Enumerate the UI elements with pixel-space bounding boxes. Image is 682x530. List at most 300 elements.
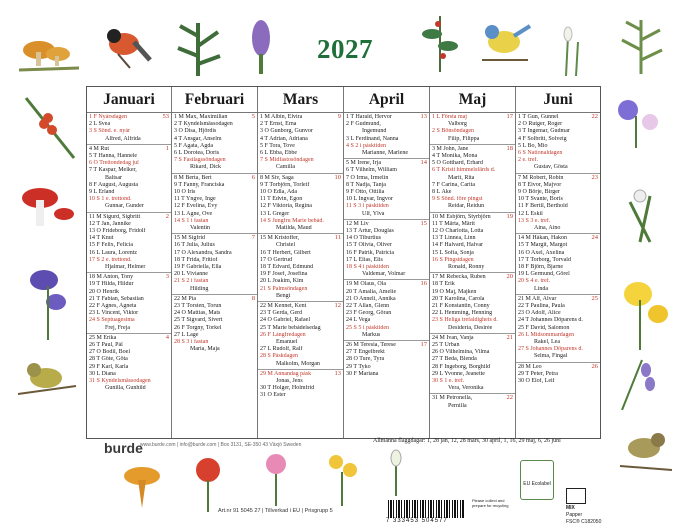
day-entry: 18 M Anton, Tony: [89, 274, 134, 281]
day-entry: 23 F Georg, Göran: [346, 310, 392, 317]
week-number: 25: [591, 294, 598, 302]
day-entry: 30 S 1 e. tref.: [432, 378, 465, 384]
day-entry: 9 S Sönd. före pingst: [432, 196, 483, 203]
day-entry: 19 L Germund, Görel: [518, 271, 570, 278]
week-number: 10: [334, 173, 341, 181]
day-entry: Baltsar: [105, 174, 122, 181]
week-number: 8: [251, 294, 255, 302]
day-entry: 11 T Märta, Märit: [432, 220, 475, 227]
day-entry: 20 T Karolina, Carola: [432, 295, 485, 302]
day-entry: 11 S 3 i påsktiden: [346, 203, 389, 210]
day-entry: 14 O Tiburtius: [346, 235, 382, 242]
day-entry: 28 T Göte, Göta: [89, 356, 128, 363]
week-block: [516, 113, 600, 174]
week-block: [430, 273, 515, 334]
week-block: [87, 113, 171, 145]
day-entry: Matilda, Maud: [276, 225, 312, 232]
bird-bottom-right-illustration: [612, 420, 676, 476]
day-entry: 2 F Gudmund,: [346, 121, 381, 128]
day-entry: Gunilla, Gunhild: [105, 385, 146, 392]
day-entry: 25 S 5 i påsktiden: [346, 324, 389, 331]
day-entry: 13 L Greger: [260, 210, 290, 217]
day-entry: Gustav, Gösta: [534, 164, 568, 171]
week-block: [516, 295, 600, 363]
day-entry: 18 T Frida, Fritiof: [174, 256, 218, 263]
day-entry: Gunnar, Gunder: [105, 203, 144, 210]
day-entry: 5 L Bo, Mio: [518, 142, 548, 149]
week-number: 24: [591, 234, 598, 242]
day-entry: 25 M Erika: [89, 334, 117, 341]
month-name: April: [344, 87, 429, 113]
day-entry: 1 M Albin, Elvira: [260, 114, 303, 120]
day-entry: Valentin: [190, 225, 210, 232]
day-entry: 16 T Herbert, Gilbert: [260, 249, 311, 256]
day-entry: 2 O Rutger, Roger: [518, 121, 563, 128]
week-number: 22: [506, 394, 513, 402]
bluebell-illustration: [612, 350, 662, 410]
day-entry: 10 S 1 e. trettond.: [89, 196, 132, 203]
day-entry: 9 L Erland: [89, 189, 115, 196]
day-entry: 12 O Charlotta, Lotta: [432, 228, 484, 234]
day-entry: 23 T Gerda, Gerd: [260, 310, 303, 317]
month-column: [343, 87, 429, 438]
week-block: [258, 370, 343, 402]
week-number: 11: [334, 234, 341, 242]
week-block: [344, 341, 429, 380]
recycle-note: Please collect and prepare for recycling: [472, 498, 509, 508]
day-entry: 28 F Ingeborg, Borghild: [432, 363, 491, 370]
day-entry: Linda: [534, 285, 548, 292]
week-number: 3: [165, 273, 169, 281]
day-entry: 19 F Josef, Josefina: [260, 271, 308, 278]
fsc-logo: MIX Papper FSC® C182050: [566, 488, 610, 526]
day-entry: 7 M Robert, Robin: [518, 174, 564, 181]
day-entry: 9 T Torbjörn, Torleif: [260, 181, 310, 188]
day-entry: 7 T Kaspar, Melker,: [89, 167, 137, 174]
day-entry: 26 M Teresia, Terese: [346, 341, 396, 348]
month-column: [87, 87, 171, 438]
day-entry: 20 O Henrik: [89, 288, 119, 295]
day-entry: 17 O Alexandra, Sandra: [174, 249, 232, 256]
day-entry: 12 F Evelina, Evy: [174, 203, 218, 210]
day-entry: 22 F Agnes, Agneta: [89, 303, 137, 309]
day-entry: 15 L Sofia, Sonja: [432, 249, 474, 256]
day-entry: 5 O Gotthard, Erhard: [432, 160, 483, 167]
day-entry: 6 T Vilhelm, William: [346, 167, 397, 174]
day-entry: Maria, Maja: [190, 346, 220, 353]
day-entry: 17 S 2 e. trettond.: [89, 256, 132, 263]
day-entry: 23 L Vincent, Viktor: [89, 310, 139, 317]
day-entry: 13 O Frideborg, Fridolf: [89, 228, 146, 234]
week-block: [344, 280, 429, 341]
day-entry: 21 T Fabian, Sebastian: [89, 295, 144, 302]
day-entry: Aina, Aino: [534, 225, 561, 232]
day-entry: 4 T Ansgar, Anselm: [174, 135, 222, 142]
day-entry: 29 T Peter, Petra: [518, 370, 558, 377]
day-entry: 13 S 3 e. tref.: [518, 217, 551, 224]
day-entry: 8 M Siv, Saga: [260, 174, 294, 181]
day-entry: 2 e. tref.: [518, 157, 538, 164]
day-entry: 15 T Olivia, Oliver: [346, 242, 392, 249]
week-number: 26: [591, 362, 598, 370]
day-entry: 30 O Elof, Leif: [518, 377, 555, 384]
day-entry: Marit, Rita: [448, 174, 475, 181]
day-entry: 28 S Påskdagen: [260, 353, 298, 360]
day-entry: 14 M Håkan, Hakon: [518, 235, 567, 242]
month-column: [171, 87, 257, 438]
day-entry: Desideria, Desirée: [448, 324, 493, 331]
day-entry: Pernilla: [448, 402, 467, 409]
week-block: [172, 174, 257, 235]
day-entry: 12 F Viktoria, Regina: [260, 203, 312, 210]
lily-illustration: [382, 448, 410, 496]
day-entry: 4 T Monika, Mona: [432, 153, 478, 159]
day-entry: 1 M Max, Maximilian: [174, 114, 228, 120]
day-entry: 10 O Iris: [174, 189, 196, 195]
week-number: 5: [251, 113, 255, 120]
week-number: 16: [420, 280, 427, 288]
week-block: [430, 113, 515, 145]
day-entry: 18 S 4 i påsktiden: [346, 264, 389, 270]
day-entry: 16 F Patrik, Patricia: [346, 249, 394, 256]
day-entry: 19 T Hilda, Hildur: [89, 281, 134, 288]
day-entry: 10 O Edla, Ada: [260, 189, 297, 195]
day-entry: Alfred, Alfrida: [105, 135, 141, 142]
day-entry: 28 M Leo: [518, 363, 542, 370]
day-entry: 24 S Septuagesima: [89, 317, 135, 324]
day-entry: 3 M John, Jane: [432, 145, 469, 152]
day-entry: 14 T Knut: [89, 235, 114, 242]
week-block: [87, 273, 171, 334]
calendar-year: 2027: [317, 34, 373, 64]
day-entry: Reidar, Reidun: [448, 203, 485, 210]
pink-flower-illustration: [254, 446, 300, 506]
day-entry: 16 T Julia, Julius: [174, 242, 215, 249]
day-entry: 8 T Eivor, Majvor: [518, 181, 562, 188]
month-name: Februari: [172, 87, 257, 113]
day-entry: 24 O Gabriel, Rafael: [260, 317, 310, 324]
day-entry: 22 M Pia: [174, 295, 197, 302]
yellow-flower-illustration: [318, 446, 368, 506]
bird-bluetit-illustration: [472, 16, 532, 68]
day-entry: 6 L Dorotea, Doris: [174, 150, 220, 157]
day-entry: Jonas, Jens: [276, 377, 303, 384]
week-number: 22: [591, 113, 598, 120]
day-entry: 4 T Adrian, Adriana: [260, 135, 308, 142]
week-number: 18: [506, 144, 513, 152]
week-number: 17: [506, 113, 513, 120]
week-block: [258, 113, 343, 174]
chanterelle-illustration: [116, 456, 170, 512]
day-entry: Ulf, Ylva: [362, 210, 385, 217]
week-block: [258, 174, 343, 235]
day-entry: 24 M Ivan, Vanja: [432, 334, 474, 341]
day-entry: 22 M Kennet, Kent: [260, 302, 307, 309]
week-block: [430, 334, 515, 395]
day-entry: 21 M Alf, Alvar: [518, 295, 557, 302]
week-number: 23: [591, 173, 598, 181]
day-entry: 30 T Holger, Holmfrid: [260, 385, 315, 392]
day-entry: 1 T Gun, Gunnel: [518, 114, 559, 120]
day-entry: 1 T Harald, Hervor: [346, 114, 392, 120]
day-entry: 24 T Johannes Döparens d.: [518, 317, 583, 324]
day-entry: Marianne, Marlene: [362, 150, 408, 157]
week-block: [430, 213, 515, 274]
day-entry: 27 L Rudolf, Ralf: [260, 346, 303, 353]
day-entry: 1 F Nyårsdagen: [89, 114, 127, 120]
day-entry: 25 T Sigvard, Sivert: [174, 317, 223, 324]
week-number: 7: [251, 234, 255, 242]
day-entry: 31 M Petronella,: [432, 395, 473, 402]
day-entry: 19 M Olaus, Ola: [346, 281, 386, 288]
week-number: 13: [420, 113, 427, 120]
day-entry: 30 F Mariana: [346, 370, 379, 377]
day-entry: 31 O Ester: [260, 392, 286, 399]
juniper-illustration: [168, 18, 228, 76]
day-entry: 28 O Ture, Tyra: [346, 356, 385, 363]
week-block: [172, 113, 257, 174]
week-block: [516, 174, 600, 235]
day-entry: 4 F Solbritt, Solveig: [518, 135, 567, 142]
day-entry: 20 L Vivianne: [174, 271, 208, 278]
day-entry: 11 T Edvin, Egon: [260, 196, 303, 203]
day-entry: 2 L Svea: [89, 121, 111, 128]
day-entry: 26 F Långfredagen: [260, 331, 306, 338]
day-entry: 27 T Beda, Blenda: [432, 356, 477, 363]
month-name: Mars: [258, 87, 343, 113]
daffodil-illustration: [610, 270, 676, 350]
day-entry: Rakel, Lea: [534, 339, 560, 345]
flyagaric-illustration: [14, 176, 80, 236]
flag-days-note: Allmänna flaggdagar: 1, 28 jan, 12, 28 mars, 30 april, 1, 16, 29 maj, 6, 26 juni: [373, 438, 561, 444]
month-name: Juni: [516, 87, 600, 113]
month-name: Januari: [87, 87, 171, 113]
bird-warbler-illustration: [14, 350, 80, 410]
day-entry: 26 L Midsommardagen: [518, 331, 575, 338]
day-entry: 17 O Gertrud: [260, 256, 292, 263]
day-entry: Selma, Fingal: [534, 353, 568, 360]
cornflower-illustration: [606, 88, 672, 148]
day-entry: 14 S 1 i fastan: [174, 217, 209, 224]
day-entry: 1 L Första maj: [432, 114, 467, 120]
day-entry: 23 S Heliga trefaldighets d.: [432, 317, 498, 324]
week-block: [344, 159, 429, 220]
day-entry: 2 T Ernst, Erna: [260, 121, 297, 128]
month-column: [429, 87, 515, 438]
contact-info: www.burde.com | info@burde.com | Box 3131, SE-350 43 Växjö Sweden: [140, 442, 302, 448]
day-entry: 3 S Sönd. e. nyår: [89, 128, 130, 135]
month-column: [257, 87, 343, 438]
day-entry: 29 M Annandag påsk: [260, 370, 312, 377]
day-entry: 9 O Börje, Birger: [518, 189, 560, 195]
day-entry: 31 S Kyndelsmässodagen: [89, 378, 151, 384]
fsc-tree-icon: [566, 488, 586, 504]
day-entry: Markus: [362, 331, 381, 338]
day-entry: 26 O Vilhelmina, Vilma: [432, 349, 490, 356]
day-entry: 4 M Rut: [89, 145, 110, 152]
week-number: 1: [165, 144, 169, 152]
day-entry: 18 T Edvard, Edmund: [260, 264, 314, 270]
week-block: [258, 302, 343, 370]
day-entry: 2 S Bönsöndagen: [432, 128, 474, 135]
day-entry: 13 T Artur, Douglas: [346, 227, 394, 234]
day-entry: 7 S Midfastosöndagen: [260, 157, 314, 164]
barcode-digits: 7 333453 504577: [386, 518, 448, 524]
week-number: 12: [334, 301, 341, 309]
eu-ecolabel-logo: [520, 460, 554, 500]
article-number: Art.nr 91 5045 27 | Tillverkad i EU | Prisgrupp 5: [218, 508, 333, 514]
day-entry: 27 L Lage: [174, 331, 199, 338]
week-number: 14: [420, 159, 427, 167]
day-entry: 6 L Ebba, Ebbe: [260, 150, 298, 157]
day-entry: 27 S Johannes Döparens d.: [518, 346, 583, 353]
day-entry: 12 L Eskil: [518, 210, 543, 217]
day-entry: Vera, Veronika: [448, 385, 484, 392]
day-entry: 3 L Ferdinand, Nanna: [346, 135, 399, 142]
day-entry: 3 O Disa, Hjördis: [174, 128, 217, 135]
day-entry: 22 L Hemming, Henning: [432, 310, 493, 317]
day-entry: 30 L Diana: [89, 370, 116, 377]
day-entry: Emanuel: [276, 339, 298, 345]
week-number: 6: [251, 173, 255, 181]
day-entry: 9 T Fanny, Franciska: [174, 181, 225, 188]
week-number: 4: [165, 333, 169, 341]
day-entry: 23 T Torsten, Torun: [174, 302, 222, 309]
day-entry: 27 O Bodil, Boel: [89, 349, 131, 356]
day-entry: 29 F Karl, Karla: [89, 363, 129, 370]
day-entry: 27 T Engelbrekt: [346, 349, 385, 356]
day-entry: 10 M Esbjörn, Styrbjörn: [432, 213, 491, 220]
day-entry: 16 S Pingstdagen: [432, 256, 474, 263]
day-entry: 5 T Hanna, Hannele: [89, 153, 138, 159]
day-entry: 5 M Irene, Irja: [346, 160, 381, 167]
day-entry: 21 O Anneli, Annika: [346, 295, 396, 302]
day-entry: 7 S Fastlagssöndagen: [174, 157, 226, 164]
day-entry: 23 O Adolf, Alice: [518, 310, 561, 317]
day-entry: 14 F Halvard, Halvar: [432, 242, 483, 249]
day-entry: 3 O Gunborg, Gunvor: [260, 128, 313, 135]
day-entry: 8 T Nadja, Tanja: [346, 181, 386, 188]
week-block: [87, 145, 171, 213]
day-entry: Christel: [276, 242, 295, 249]
day-entry: 29 L Yvonne, Jeanette: [432, 370, 485, 377]
snowdrop-illustration: [548, 20, 592, 76]
day-entry: Valdemar, Volmar: [362, 271, 406, 278]
week-block: [87, 334, 171, 395]
day-entry: 4 S 2 i påsktiden: [346, 142, 386, 149]
day-entry: 6 S Nationaldagen: [518, 150, 563, 157]
day-entry: 18 F Björn, Bjarne: [518, 264, 563, 270]
day-entry: 15 M Kristoffer,: [260, 235, 300, 242]
holly-illustration: [416, 12, 464, 72]
day-entry: 14 S Jungfru Marie bebåd.: [260, 217, 324, 224]
day-entry: 7 F Carina, Carita: [432, 181, 475, 188]
week-number: 19: [506, 212, 513, 220]
day-entry: Ronald, Ronny: [448, 264, 485, 271]
wood-anemone-illustration: [610, 182, 672, 254]
day-entry: Ingemund: [362, 128, 387, 135]
week-block: [430, 145, 515, 213]
day-entry: 11 T Yngve, Inge: [174, 196, 216, 203]
day-entry: 26 F Torgny, Torkel: [174, 324, 222, 331]
day-entry: 3 T Ingemar, Gudmar: [518, 128, 570, 135]
day-entry: 21 S Palmsöndagen: [260, 285, 308, 292]
day-entry: 20 T Amalia, Amelie: [346, 288, 397, 295]
day-entry: 10 T Svante, Boris: [518, 196, 563, 203]
day-entry: Frej, Freja: [105, 324, 130, 331]
day-entry: 24 O Mattias, Mats: [174, 310, 221, 317]
day-entry: 16 O Axel, Axelina: [518, 249, 565, 256]
day-entry: 22 T Paulina, Paula: [518, 302, 565, 309]
day-entry: 10 L Ingvar, Ingvor: [346, 196, 393, 203]
day-entry: 6 T Kristi himmelsfärds d.: [432, 167, 496, 174]
month-column: [515, 87, 600, 438]
day-entry: Valborg: [448, 121, 467, 128]
week-block: [516, 234, 600, 295]
week-number: 20: [506, 273, 513, 281]
day-entry: Bengt: [276, 292, 291, 299]
day-entry: 20 S 4 e. tref.: [518, 278, 551, 285]
day-entry: Malkolm, Morgan: [276, 360, 320, 367]
day-entry: 6 O Trettondedag jul: [89, 160, 139, 167]
day-entry: Filip, Filippa: [448, 135, 480, 142]
week-number: 21: [506, 333, 513, 341]
calendar-grid: [86, 86, 601, 439]
week-number: 13: [334, 369, 341, 377]
day-entry: Camilla: [276, 164, 295, 171]
day-entry: 19 O Maj, Majken: [432, 288, 477, 295]
day-entry: 21 S 2 i fastan: [174, 278, 209, 285]
day-entry: 28 S 3 i fastan: [174, 339, 209, 345]
week-number: 2: [165, 212, 169, 220]
rowan-berries-illustration: [16, 88, 82, 168]
day-entry: 25 T Urban: [432, 341, 460, 348]
day-entry: 2 T Kyndelsmässodagen: [174, 121, 233, 128]
day-entry: 15 T Margit, Margot: [518, 242, 568, 249]
barcode: [388, 500, 464, 518]
day-entry: 17 L Elias, Elis: [346, 256, 383, 263]
day-entry: 22 T Allan, Glenn: [346, 302, 390, 309]
day-entry: 18 T Erik: [432, 281, 455, 288]
week-block: [172, 295, 257, 356]
brand-logo: burde: [104, 440, 143, 456]
week-block: [344, 113, 429, 159]
week-block: [258, 234, 343, 302]
hyacinth-illustration: [244, 14, 278, 78]
day-entry: 7 O Irma, Irmelin: [346, 174, 389, 181]
day-entry: Hjalmar, Helmer: [105, 264, 146, 271]
day-entry: 9 F Otto, Ottilia: [346, 189, 385, 195]
week-block: [344, 220, 429, 281]
day-entry: 12 T Jan, Jannike: [89, 220, 131, 227]
week-block: [430, 394, 515, 411]
week-number: 9: [337, 113, 341, 120]
month-name: Maj: [430, 87, 515, 113]
day-entry: 12 M Liv: [346, 220, 369, 227]
week-block: [172, 234, 257, 295]
day-entry: 20 L Joakim, Kim: [260, 278, 304, 285]
week-block: [516, 363, 600, 388]
week-number: 17: [420, 340, 427, 348]
day-entry: 8 F August, Augusta: [89, 181, 139, 188]
day-entry: 5 F Agata, Agda: [174, 142, 213, 149]
day-entry: 17 T Torborg, Torvald: [518, 256, 571, 263]
day-entry: 11 M Sigurd, Sigbritt: [89, 213, 141, 220]
day-entry: Hilding: [190, 285, 209, 292]
day-entry: 11 F Bertil, Berthold: [518, 203, 568, 210]
day-entry: 13 T Linnea, Linn: [432, 235, 476, 242]
day-entry: 15 M Sigfrid: [174, 235, 206, 242]
